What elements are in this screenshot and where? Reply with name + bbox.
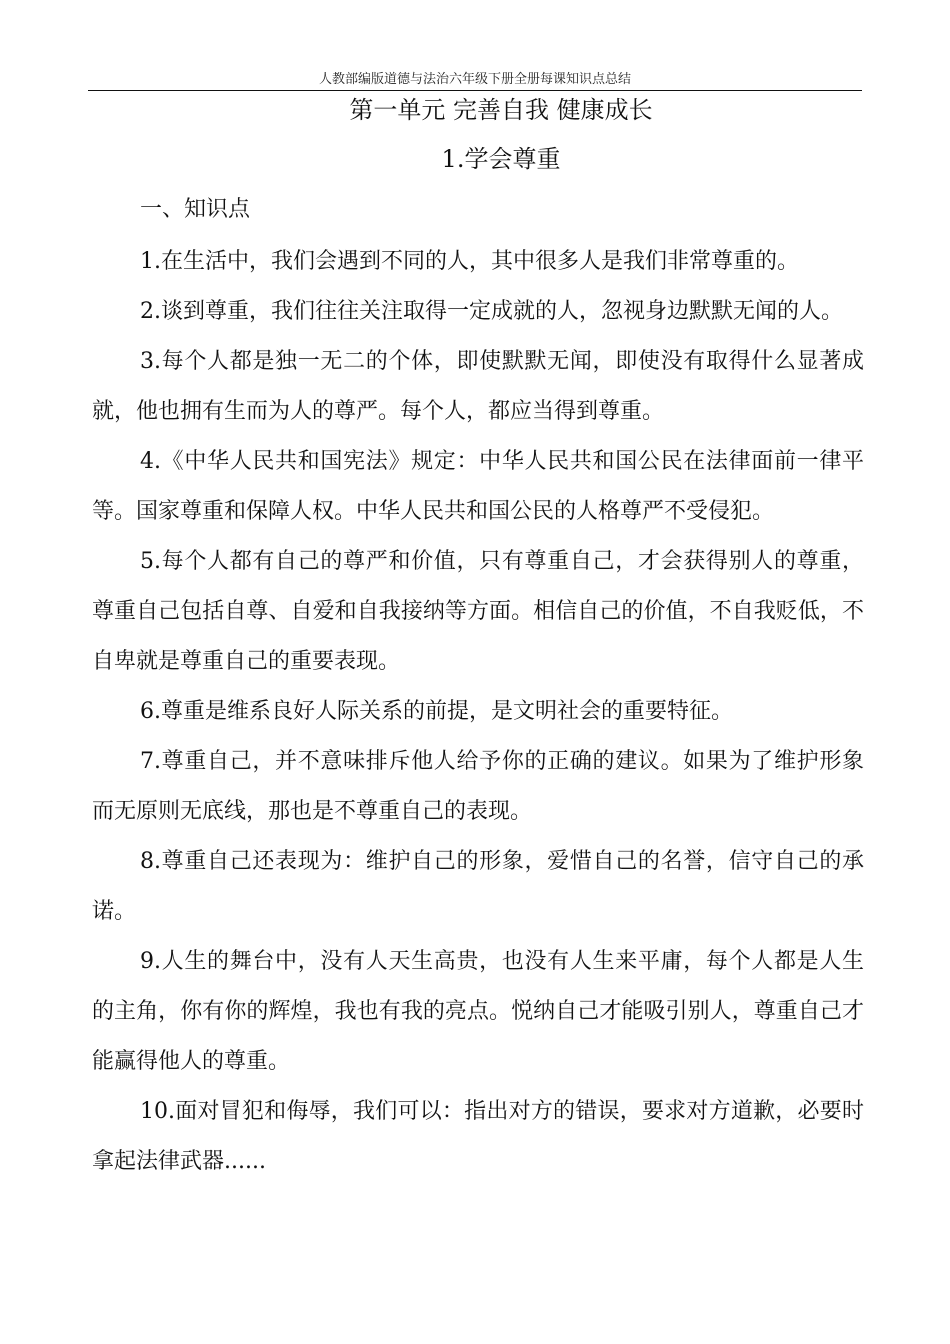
- knowledge-point: 3.每个人都是独一无二的个体，即使默默无闻，即使没有取得什么显著成就，他也拥有生而为人的尊严。每个人，都应当得到尊重。: [92, 349, 864, 424]
- knowledge-point: 1.在生活中，我们会遇到不同的人，其中很多人是我们非常尊重的。: [140, 249, 799, 274]
- knowledge-point: 10.面对冒犯和侮辱，我们可以：指出对方的错误，要求对方道歉，必要时拿起法律武器......: [92, 1099, 864, 1174]
- knowledge-point: 2.谈到尊重，我们往往关注取得一定成就的人，忽视身边默默无闻的人。: [140, 299, 843, 324]
- knowledge-point: 4.《中华人民共和国宪法》规定：中华人民共和国公民在法律面前一律平等。国家尊重和保障人权。中华人民共和国公民的人格尊严不受侵犯。: [92, 449, 864, 524]
- knowledge-point: 8.尊重自己还表现为：维护自己的形象，爱惜自己的名誉，信守自己的承诺。: [92, 849, 864, 924]
- knowledge-points: [92, 237, 864, 1187]
- knowledge-point: 6.尊重是维系良好人际关系的前提，是文明社会的重要特征。: [140, 699, 733, 724]
- section-heading: 一、知识点: [140, 197, 251, 222]
- header-divider: [88, 90, 862, 91]
- knowledge-point: 9.人生的舞台中，没有人天生高贵，也没有人生来平庸，每个人都是人生的主角，你有你的辉煌，我也有我的亮点。悦纳自己才能吸引别人，尊重自己才能赢得他人的尊重。: [92, 949, 864, 1074]
- running-header: 人教部编版道德与法治六年级下册全册每课知识点总结: [318, 72, 631, 87]
- lesson-title: 1.学会尊重: [441, 145, 561, 173]
- unit-title: 第一单元 完善自我 健康成长: [349, 96, 653, 124]
- knowledge-point: 7.尊重自己，并不意味排斥他人给予你的正确的建议。如果为了维护形象而无原则无底线，那也是不尊重自己的表现。: [92, 749, 864, 824]
- knowledge-point: 5.每个人都有自己的尊严和价值，只有尊重自己，才会获得别人的尊重，尊重自己包括自尊、自爱和自我接纳等方面。相信自己的价值，不自我贬低，不自卑就是尊重自己的重要表现。: [92, 549, 864, 674]
